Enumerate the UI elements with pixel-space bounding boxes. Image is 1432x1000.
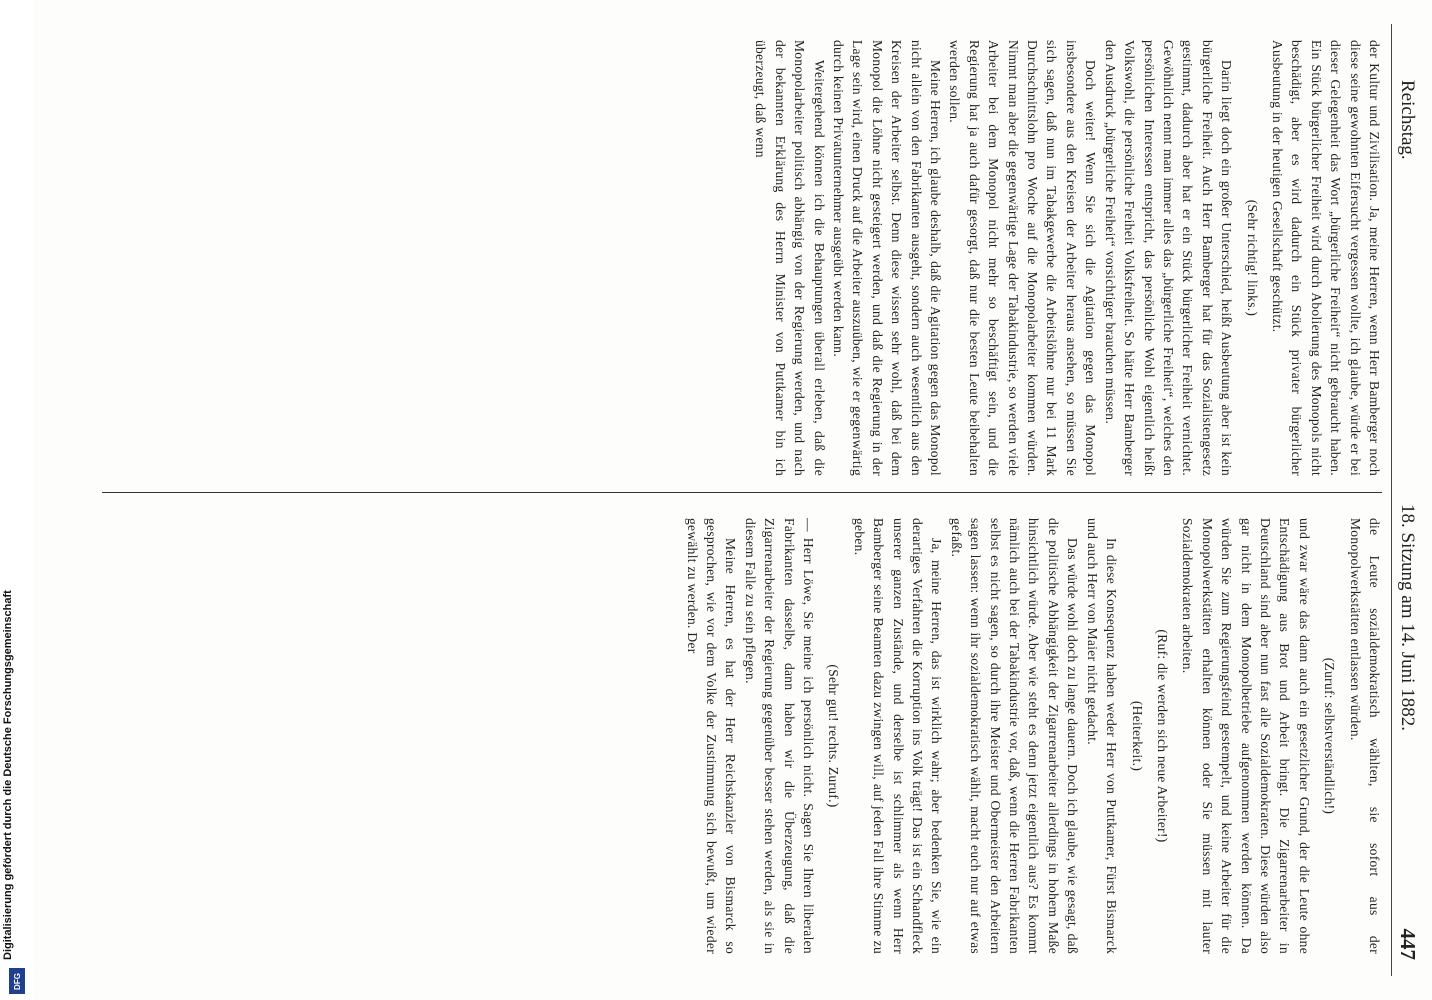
scanned-page — [34, 0, 1432, 1000]
page-content-rotated — [34, 0, 1432, 1000]
page-number: 447 — [1396, 928, 1420, 960]
paragraph: Meine Herren, es hat der Herr Reichskanzler von Bismarck so gesprochen, wie vor dem Volke der Zustimmung sich bewußt, um wieder gewählt zu werden. Der — [684, 518, 739, 954]
interjection: (Heiterkeit.) — [1129, 700, 1145, 772]
paragraph: Das würde wohl doch zu lange dauern. Doch ich glaube, wie gesagt, daß die politische Abhängigkeit der Zigarrenarbeiter allerdings in hohem Maße hinsichtlich würde. Aber wie steht es denn jetzt eigentlich aus? Es kommt nämlich auch bei der Tabakindustrie vor, daß, wenn die Herren Fabrikanten selbst es nicht sagen, so durch ihre Meister und Obermeister den Arbeitern sagen lassen: wenn ihr sozialdemokratisch wählt, macht euch nur auf etwas gefaßt. — [948, 518, 1081, 954]
header-title: Reichstag. — [1397, 80, 1418, 160]
interjection: (Ruf: die werden sich neue Arbeiter!) — [1154, 629, 1170, 843]
paragraph: die Leute sozialdemokratisch wählten, sie sofort aus der Monopolwerkstätten entlassen würden. — [1347, 518, 1382, 954]
paragraph: In diese Konsequenz haben weder Herr von Puttkamer, Fürst Bismarck und auch Herr von Maier nicht gedacht. — [1084, 518, 1120, 954]
digitization-footer — [0, 0, 34, 1000]
paragraph: und zwar wäre das dann auch ein gesetzlicher Grund, der die Leute ohne Entschädigung aus Brot und Arbeit bringt. Die Zigarrenarbeiter in Deutschland sind aber nun fast alle Sozialdemokraten. Diese würden also gar nicht in dem Monopolbetriebe aufgenommen werden können. Da würden Sie zum Regierungsfeind gestempelt, und keine Arbeiter für die Monopolwerkstätten erhalten können oder Sie müssen mit lauter Sozialdemokraten arbeiten. — [1180, 518, 1312, 954]
page-header — [1391, 24, 1422, 976]
paragraph: Meine Herren, ich glaube deshalb, daß die Agitation gegen das Monopol nicht allein von den Fabrikanten ausgeht, sondern auch wesentlich aus den Kreisen der Arbeiter selbst. Denn diese wissen sehr wohl, daß bei dem Monopol die Löhne nicht gesteigert werden, und daß die Regierung in der Lage sein wird, einen Druck auf die Arbeiter auszuüben, wie er gegenwärtig durch keinen Privatunternehmer ausgeübt werden kann. — [831, 40, 944, 476]
paragraph: der Kultur und Zivilisation. Ja, meine Herren, wenn Herr Bamberger noch diese seine gewohnten Eifersucht vergessen wollte, ich glaube, würde er bei dieser Gelegenheit das Wort „bürgerliche Freiheit“ nicht gebraucht haben. Ein Stück bürgerlicher Freiheit wird durch Abolierung des Monopols nicht beschädigt, aber es wird dadurch ein Stück privater bürgerlicher Ausbeutung in der heutigen Gesellschaft geschützt. — [1269, 40, 1382, 476]
text-column-right — [682, 518, 1384, 954]
paragraph: Doch weiter! Wenn Sie sich die Agitation gegen das Monopol insbesondere aus den Kreisen der Arbeiter heraus ansehen, so müssen Sie sich sagen, daß nun im Tabakgewerbe die Arbeitslöhne nur bei 11 Mark Durchschnittslohn pro Woche auf die Monopolarbeiter kommen würden. Nimmt man aber die gegenwärtige Lage der Tabakindustrie, so werden viele Arbeiter bei dem Monopol nicht mehr so beschäftigt sein, und die Regierung hat ja auch dafür gesorgt, daß nur die besten Leute beibehalten werden sollen. — [947, 40, 1099, 476]
interjection: (Zuruf: selbstverständlich!) — [1322, 657, 1338, 815]
paragraph: Ja, meine Herren, das ist wirklich wahr; aber bedenken Sie, wie ein derartiges Verfahren die Korruption ins Volk trägt! Das ist ein Schandfleck unserer ganzen Zustände, und derselbe ist schlimmer als wenn Herr Bamberger seine Beamten dazu zwingen will, auf jeden Fall ihre Stimme zu geben. — [851, 518, 945, 954]
dfg-logo-text: DFG — [12, 972, 22, 990]
interjection: (Sehr gut! rechts. Zuruf.) — [826, 664, 842, 808]
paragraph: — Herr Löwe, Sie meine ich persönlich nicht. Sagen Sie Ihren liberalen Fabrikanten dasselbe, dann haben wir die Überzeugung, daß die Zigarrenarbeiter der Regierung gegenüber besser stehen werden, als sie in diesem Falle zu sein pflegen. — [742, 518, 817, 954]
text-column-left — [751, 40, 1384, 476]
paragraph: Weitergehend können ich die Behauptungen überall erleben, daß die Monopolarbeiter politisch abhängig von der Regierung werden, und nach der bekannten Erklärung des Herrn Minister von Puttkamer bin ich überzeugt, daß wenn — [753, 40, 827, 476]
header-session: 18. Sitzung am 14. Juni 1882. — [1397, 504, 1418, 731]
dfg-logo-icon — [9, 968, 25, 994]
interjection: (Sehr richtig! links.) — [1244, 199, 1260, 317]
digitization-note: Digitalisierung gefördert durch die Deutsche Forschungsgemeinschaft — [2, 590, 14, 960]
paragraph: Darin liegt doch ein großer Unterschied, heißt Ausbeutung aber ist kein bürgerliche Freiheit. Auch Herr Bamberger hat für das Sozialistengesetz gestimmt, dadurch aber hat er ein Stück bürgerlicher Freiheit vernichtet. Gewöhnlich nennt man immer alles das „bürgerliche Freiheit“, welches den persönlichen Interessen entspricht, das persönliche Wohl eigentlich heißt Volkswohl, die persönliche Freiheit Volksfreiheit. So hätte Herr Bamberger den Ausdruck „bürgerliche Freiheit“ vorsichtiger brauchen müssen. — [1102, 40, 1235, 476]
column-divider — [102, 492, 1382, 493]
